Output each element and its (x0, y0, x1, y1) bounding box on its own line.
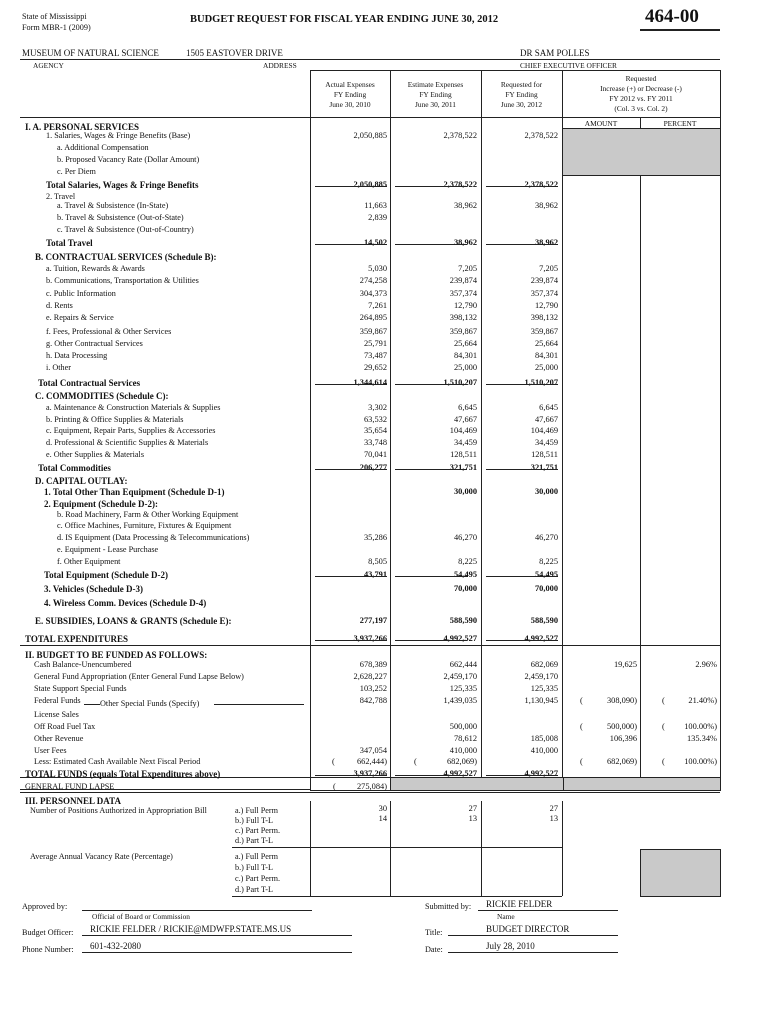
row-value-a: 103,252 (359, 684, 387, 693)
row-value-a: 29,652 (363, 363, 387, 372)
row-label: TOTAL EXPENDITURES (25, 634, 128, 644)
row-label: D. CAPITAL OUTLAY: (35, 476, 128, 486)
row-label: 1. Salaries, Wages & Fringe Benefits (Base) (46, 131, 191, 140)
row-value-r: 30,000 (534, 487, 558, 496)
vacancy-label: Average Annual Vacancy Rate (Percentage) (30, 852, 173, 861)
total-rule (395, 244, 467, 245)
row-value-a: 264,895 (359, 313, 387, 322)
row-value-a: 2,628,227 (353, 672, 387, 681)
row-value-a: 1,344,614 (353, 378, 387, 387)
row-value-e: 398,132 (449, 313, 477, 322)
agency-address: 1505 EASTOVER DRIVE (186, 48, 283, 58)
row-value-e: 682,069) (446, 757, 477, 766)
date-value: July 28, 2010 (486, 941, 535, 951)
row-value-r: 46,270 (534, 533, 558, 542)
row-value-e: 70,000 (453, 584, 477, 593)
phone-value: 601-432-2080 (90, 941, 141, 951)
row-value-r: 321,751 (530, 463, 558, 472)
row-value-e: 125,335 (449, 684, 477, 693)
row-label: d. IS Equipment (Data Processing & Telecommunications) (57, 533, 250, 542)
row-value-e: 38,962 (453, 238, 477, 247)
row-label: Total Salaries, Wages & Fringe Benefits (46, 180, 199, 190)
row-value-pc: 100.00%) (684, 757, 717, 766)
total-rule (315, 640, 387, 641)
row-value-r: 588,590 (530, 616, 558, 625)
row-value-e: 25,000 (453, 363, 477, 372)
col-header-amount: AMOUNT (584, 119, 618, 128)
row-label: d. Rents (46, 301, 73, 310)
total-rule (486, 640, 558, 641)
budget-officer-value: RICKIE FELDER / RICKIE@MDWFP.STATE.MS.US (90, 924, 292, 934)
personnel-type: b.) Full T-L (235, 816, 273, 825)
row-label: i. Other (46, 363, 72, 372)
positions-label: Number of Positions Authorized in Appropriation Bill (30, 806, 207, 815)
row-value-am: 682,069) (606, 757, 637, 766)
row-value-e: 47,667 (453, 415, 477, 424)
row-value-r: 4,992,527 (524, 769, 558, 778)
other-special-funds-label: Other Special Funds (Specify) (100, 699, 200, 708)
name-label: Name (497, 912, 515, 921)
row-value-r: 25,000 (534, 363, 558, 372)
row-label: g. Other Contractual Services (46, 339, 143, 348)
row-value-a: 3,937,266 (353, 769, 387, 778)
row-label: f. Other Equipment (57, 557, 121, 566)
row-value-e: 46,270 (453, 533, 477, 542)
shaded-cell (562, 128, 721, 176)
phone-label: Phone Number: (22, 945, 74, 954)
row-value-e: 321,751 (449, 463, 477, 472)
row-value-pc: 100.00%) (684, 722, 717, 731)
officer-label: CHIEF EXECUTIVE OFFICER (520, 61, 617, 70)
col-header-percent: PERCENT (663, 119, 697, 128)
row-label: E. SUBSIDIES, LOANS & GRANTS (Schedule E): (35, 616, 232, 626)
row-value-r: 84,301 (534, 351, 558, 360)
shaded-cell (640, 849, 721, 897)
row-value-r: 34,459 (534, 438, 558, 447)
total-rule (486, 384, 558, 385)
total-rule (395, 469, 467, 470)
row-value-a: 2,839 (368, 213, 387, 222)
row-label: c. Public Information (46, 289, 116, 298)
row-value-e: 34,459 (453, 438, 477, 447)
row-value-e: 410,000 (449, 746, 477, 755)
row-value-am: 308,090) (606, 696, 637, 705)
row-value-a: 678,389 (359, 660, 387, 669)
row-value-r: 25,664 (534, 339, 558, 348)
row-value-r: 1,130,945 (524, 696, 558, 705)
row-value-a: 304,373 (359, 289, 387, 298)
row-value-pc: 135.34% (686, 734, 717, 743)
total-rule (315, 384, 387, 385)
row-value-am: 106,396 (609, 734, 637, 743)
row-value-e: 500,000 (449, 722, 477, 731)
row-value-e: 4,992,527 (443, 634, 477, 643)
row-value-a: 5,030 (368, 264, 387, 273)
date-label: Date: (425, 945, 443, 954)
row-value-e: 1,439,035 (443, 696, 477, 705)
row-label: Cash Balance-Unencumbered (34, 660, 132, 669)
vacancy-type: b.) Full T-L (235, 863, 273, 872)
row-label: 2. Equipment (Schedule D-2): (44, 499, 159, 509)
row-value-a: 3,302 (368, 403, 387, 412)
row-label: B. CONTRACTUAL SERVICES (Schedule B): (35, 252, 217, 262)
row-label: Total Commodities (38, 463, 111, 473)
row-value-a: 7,261 (368, 301, 387, 310)
title-value: BUDGET DIRECTOR (486, 924, 570, 934)
total-rule (315, 469, 387, 470)
row-value-r: 4,992,527 (524, 634, 558, 643)
row-value-r: 38,962 (534, 238, 558, 247)
row-value-e: 2,459,170 (443, 672, 477, 681)
negative-paren: ( (580, 696, 583, 705)
row-label: 3. Vehicles (Schedule D-3) (44, 584, 143, 594)
total-rule (486, 775, 558, 776)
row-value-e: 662,444 (449, 660, 477, 669)
total-rule (486, 244, 558, 245)
row-label: b. Road Machinery, Farm & Other Working Equipment (57, 510, 239, 519)
row-value-a: 11,663 (364, 201, 387, 210)
row-label: Less: Estimated Cash Available Next Fiscal Period (34, 757, 201, 766)
row-value-a: 8,505 (368, 557, 387, 566)
row-value-a: 14,502 (363, 238, 387, 247)
pos-estimate-full-tl: 13 (468, 814, 477, 823)
row-label: State Support Special Funds (34, 684, 127, 693)
personnel-type: a.) Full Perm (235, 806, 278, 815)
total-rule (395, 640, 467, 641)
shaded-cell (390, 777, 564, 791)
row-value-r: 47,667 (534, 415, 558, 424)
total-rule (395, 186, 467, 187)
row-value-e: 128,511 (450, 450, 477, 459)
negative-paren: ( (332, 757, 335, 766)
address-label: ADDRESS (263, 61, 297, 70)
row-value-e: 30,000 (453, 487, 477, 496)
row-value-r: 1,510,207 (524, 378, 558, 387)
row-label: e. Repairs & Service (46, 313, 114, 322)
row-value-e: 104,469 (449, 426, 477, 435)
row-value-r: 104,469 (530, 426, 558, 435)
row-value-a: 35,286 (363, 533, 387, 542)
budget-officer-label: Budget Officer: (22, 928, 74, 937)
row-label: 1. Total Other Than Equipment (Schedule D-1) (44, 487, 225, 497)
row-label: Total Contractual Services (38, 378, 141, 388)
state-label: State of Mississippi (22, 12, 87, 21)
row-value-e: 2,378,522 (443, 131, 477, 140)
row-value-r: 6,645 (539, 403, 558, 412)
form-id: Form MBR-1 (2009) (22, 23, 91, 32)
row-label: Other Revenue (34, 734, 84, 743)
row-value-e: 12,790 (453, 301, 477, 310)
row-value-r: 7,205 (539, 264, 558, 273)
row-label: a. Tuition, Rewards & Awards (46, 264, 145, 273)
row-label: User Fees (34, 746, 67, 755)
row-label: c. Per Diem (57, 167, 96, 176)
row-label: Total Travel (46, 238, 93, 248)
row-label: TOTAL FUNDS (equals Total Expenditures above) (25, 769, 221, 779)
row-value-a: 277,197 (359, 616, 387, 625)
personnel-type: d.) Part T-L (235, 836, 273, 845)
row-value-a: 33,748 (363, 438, 387, 447)
row-value-r: 185,008 (530, 734, 558, 743)
row-label: a. Travel & Subsistence (In-State) (57, 201, 169, 210)
row-value-a: 70,041 (363, 450, 387, 459)
negative-paren: ( (580, 722, 583, 731)
row-label: b. Travel & Subsistence (Out-of-State) (57, 213, 184, 222)
row-value-a: 35,654 (363, 426, 387, 435)
row-value-am: 19,625 (613, 660, 637, 669)
row-value-e: 357,374 (449, 289, 477, 298)
submitted-by-value: RICKIE FELDER (486, 899, 553, 909)
lapse-paren: ( (333, 782, 336, 791)
row-value-r: 12,790 (534, 301, 558, 310)
row-label: b. Communications, Transportation & Utilities (46, 276, 199, 285)
row-value-e: 84,301 (453, 351, 477, 360)
personnel-type: c.) Part Perm. (235, 826, 281, 835)
row-label: License Sales (34, 710, 79, 719)
row-label: I. A. PERSONAL SERVICES (25, 122, 139, 132)
row-value-e: 6,645 (458, 403, 477, 412)
agency-name: MUSEUM OF NATURAL SCIENCE (22, 48, 159, 58)
row-value-a: 347,054 (359, 746, 387, 755)
row-label: GENERAL FUND LAPSE (25, 782, 115, 791)
row-value-r: 2,378,522 (524, 131, 558, 140)
row-label: c. Equipment, Repair Parts, Supplies & Accessories (46, 426, 216, 435)
col-header-estimate: Estimate Expenses FY Ending June 30, 2011 (407, 80, 464, 109)
row-label: d. Professional & Scientific Supplies & Materials (46, 438, 209, 447)
total-rule (486, 186, 558, 187)
row-value-am: 500,000) (606, 722, 637, 731)
official-label: Official of Board or Commission (92, 912, 190, 921)
row-value-r: 410,000 (530, 746, 558, 755)
row-value-r: 70,000 (534, 584, 558, 593)
row-value-a: 2,050,885 (353, 180, 387, 189)
row-label: e. Other Supplies & Materials (46, 450, 145, 459)
row-value-pc: 2.96% (695, 660, 717, 669)
row-label: a. Maintenance & Construction Materials & Supplies (46, 403, 221, 412)
col-header-change: Requested Increase (+) or Decrease (-) FY 2012 vs. FY 2011 (Col. 3 vs. Col. 2) (600, 74, 682, 113)
row-label: a. Additional Compensation (57, 143, 149, 152)
col-header-requested: Requested for FY Ending June 30, 2012 (500, 80, 543, 109)
total-rule (315, 244, 387, 245)
row-label: e. Equipment - Lease Purchase (57, 545, 159, 554)
row-value-e: 2,378,522 (443, 180, 477, 189)
negative-paren: ( (662, 696, 665, 705)
shaded-cell (562, 777, 721, 791)
lapse-value: 275,084) (356, 782, 387, 791)
row-value-a: 206,277 (359, 463, 387, 472)
title-label: Title: (425, 928, 443, 937)
negative-paren: ( (580, 757, 583, 766)
row-value-r: 125,335 (530, 684, 558, 693)
row-value-e: 7,205 (458, 264, 477, 273)
row-label: Total Equipment (Schedule D-2) (44, 570, 168, 580)
row-value-r: 359,867 (530, 327, 558, 336)
row-value-a: 662,444) (356, 757, 387, 766)
row-label: b. Printing & Office Supplies & Materials (46, 415, 184, 424)
row-value-e: 588,590 (449, 616, 477, 625)
row-value-r: 2,378,522 (524, 180, 558, 189)
form-title: BUDGET REQUEST FOR FISCAL YEAR ENDING JUNE 30, 2012 (190, 14, 499, 25)
row-value-a: 3,937,266 (353, 634, 387, 643)
row-value-pc: 21.40%) (688, 696, 717, 705)
negative-paren: ( (662, 757, 665, 766)
row-value-e: 359,867 (449, 327, 477, 336)
row-value-a: 43,791 (363, 570, 387, 579)
row-value-r: 128,511 (531, 450, 558, 459)
row-value-e: 25,664 (453, 339, 477, 348)
negative-paren: ( (414, 757, 417, 766)
row-label: c. Office Machines, Furniture, Fixtures & Equipment (57, 521, 232, 530)
agency-label: AGENCY (33, 61, 64, 70)
negative-paren: ( (662, 722, 665, 731)
total-rule (486, 469, 558, 470)
row-label: b. Proposed Vacancy Rate (Dollar Amount) (57, 155, 200, 164)
row-value-e: 1,510,207 (443, 378, 477, 387)
total-rule (315, 186, 387, 187)
row-value-e: 239,874 (449, 276, 477, 285)
total-rule (395, 576, 467, 577)
pos-actual-full-tl: 14 (378, 814, 387, 823)
row-value-a: 73,487 (363, 351, 387, 360)
pos-estimate-full-perm: 27 (468, 804, 477, 813)
vacancy-type: a.) Full Perm (235, 852, 278, 861)
row-value-e: 54,495 (453, 570, 477, 579)
chief-officer-name: DR SAM POLLES (520, 48, 590, 58)
row-label: General Fund Appropriation (Enter General Fund Lapse Below) (34, 672, 244, 681)
agency-code: 464-00 (645, 6, 699, 27)
pos-requested-full-tl: 13 (549, 814, 558, 823)
row-value-e: 38,962 (453, 201, 477, 210)
row-value-a: 63,532 (363, 415, 387, 424)
row-label: C. COMMODITIES (Schedule C): (35, 391, 169, 401)
row-label: 2. Travel (46, 192, 76, 201)
row-value-r: 8,225 (539, 557, 558, 566)
col-header-actual: Actual Expenses FY Ending June 30, 2010 (325, 80, 375, 109)
pos-actual-full-perm: 30 (378, 804, 387, 813)
row-label: Off Road Fuel Tax (34, 722, 96, 731)
total-rule (315, 576, 387, 577)
total-rule (315, 775, 387, 776)
row-label: II. BUDGET TO BE FUNDED AS FOLLOWS: (25, 650, 208, 660)
row-value-a: 2,050,885 (353, 131, 387, 140)
row-value-r: 357,374 (530, 289, 558, 298)
row-label: 4. Wireless Comm. Devices (Schedule D-4) (44, 598, 207, 608)
row-value-r: 398,132 (530, 313, 558, 322)
approved-by-label: Approved by: (22, 902, 68, 911)
vacancy-type: d.) Part T-L (235, 885, 273, 894)
row-value-e: 78,612 (453, 734, 477, 743)
total-rule (395, 775, 467, 776)
row-value-r: 682,069 (530, 660, 558, 669)
row-label: h. Data Processing (46, 351, 108, 360)
total-rule (486, 576, 558, 577)
row-value-a: 842,788 (359, 696, 387, 705)
row-value-r: 38,962 (534, 201, 558, 210)
row-value-r: 54,495 (534, 570, 558, 579)
row-label: c. Travel & Subsistence (Out-of-Country) (57, 225, 194, 234)
personnel-title: III. PERSONNEL DATA (25, 796, 121, 806)
pos-requested-full-perm: 27 (549, 804, 558, 813)
row-label: Federal Funds (34, 696, 81, 705)
row-value-a: 359,867 (359, 327, 387, 336)
row-value-e: 8,225 (458, 557, 477, 566)
row-label: f. Fees, Professional & Other Services (46, 327, 172, 336)
row-value-e: 4,992,527 (443, 769, 477, 778)
row-value-a: 274,258 (359, 276, 387, 285)
row-value-r: 239,874 (530, 276, 558, 285)
row-value-a: 25,791 (363, 339, 387, 348)
total-rule (395, 384, 467, 385)
row-value-r: 2,459,170 (524, 672, 558, 681)
submitted-by-label: Submitted by: (425, 902, 472, 911)
vacancy-type: c.) Part Perm. (235, 874, 281, 883)
